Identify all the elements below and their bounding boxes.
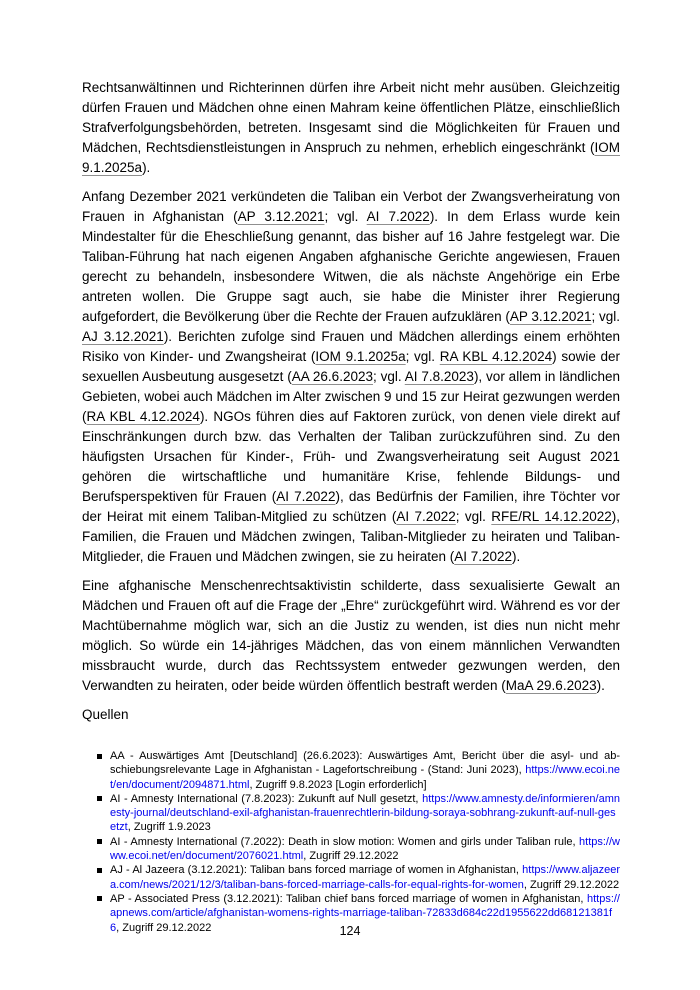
text-run: AI - Amnesty International (7.8.2023): Zukunft auf Null gesetzt, [110, 792, 423, 805]
text-run: AI - Amnesty International (7.2022): Death in slow motion: Women and girls under Taliban rule, [110, 835, 580, 848]
sources-heading: Quellen [82, 707, 129, 722]
citation-link[interactable]: AI 7.2022 [396, 509, 456, 524]
text-run: AJ - Al Jazeera (3.12.2021): Taliban bans forced marriage of women in Afghanistan, [110, 864, 523, 877]
citation-link[interactable]: AJ 3.12.2021 [82, 329, 164, 344]
source-url-link[interactable]: https://apnews.com/article/afghanistan-womens-rights-marriage-taliban-72833d684c22d1955622dd68121381f6 [110, 892, 620, 934]
text-run: ). [596, 678, 605, 693]
citation-link[interactable]: AP 3.12.2021 [237, 209, 325, 224]
body-paragraphs [82, 78, 620, 696]
text-run: , Zugriff 29.12.2022 [116, 921, 212, 934]
bullet-square-icon [97, 868, 102, 873]
text-run: ). Berichten zufolge sind Frauen und Mädchen allerdings einem erhöhten Risiko von Kinder- und Zwangsheirat ( [82, 329, 620, 364]
bullet-square-icon [97, 839, 102, 844]
source-item [97, 749, 620, 792]
citation-link[interactable]: AI 7.2022 [454, 549, 513, 564]
paragraph [82, 187, 620, 567]
bullet-square-icon [97, 896, 102, 901]
citation-link[interactable]: AI 7.2022 [366, 209, 430, 224]
text-run: AP - Associated Press (3.12.2021): Taliban chief bans forced marriage of women in Afghanistan, [110, 892, 587, 905]
text-run: ), Familien, die Frauen und Mädchen zwingen, Taliban-Mitglieder zu heiraten und Taliban-Mitglieder, die Frauen und Mädchen zwingen, sie zu heiraten ( [82, 509, 621, 564]
text-run: ; vgl. [405, 349, 440, 364]
page-content [82, 78, 620, 935]
text-run: ). In dem Erlass wurde kein Mindestalter für die Eheschließung genannt, das bisher auf 16 Jahre festgelegt war. Die Taliban-Führung hat nach eigenen Angaben afghanische Gerichte angewiesen, Frauen gerecht zu behandeln, insbesondere Witwen, die als nächste Angehörige ein Erbe antreten wollen. Die Gruppe sagt auch, sie habe die Minister ihrer Regierung aufgefordert, die Bevölkerung über die Rechte der Frauen aufzuklären ( [82, 209, 621, 324]
text-run: Rechtsanwältinnen und Richterinnen dürfen ihre Arbeit nicht mehr ausüben. Gleichzeitig dürfen Frauen und Mädchen ohne einen Mahram keine öffentlichen Plätze, einschließlich Strafverfolgungsbehörden, betreten. Insgesamt sind die Möglichkeiten für Frauen und Mädchen, Rechtsdienstleistungen in Anspruch zu nehmen, erheblich eingeschränkt ( [82, 80, 620, 155]
paragraph [82, 576, 620, 696]
page-number: 124 [339, 924, 361, 938]
text-run: , Zugriff 29.12.2022 [523, 878, 620, 891]
text-run: ). [142, 160, 151, 175]
citation-link[interactable]: AI 7.8.2023 [404, 369, 474, 384]
text-run: Anfang Dezember 2021 verkündeten die Taliban ein Verbot der Zwangsverheiratung von Frauen in Afghanistan ( [82, 189, 620, 224]
bullet-square-icon [97, 754, 102, 759]
citation-link[interactable]: RA KBL 4.12.2024 [86, 409, 200, 424]
citation-link[interactable]: MaA 29.6.2023 [505, 678, 597, 693]
source-url-link[interactable]: https://www.aljazeera.com/news/2021/12/3/taliban-bans-forced-marriage-calls-for-equal-rights-for-women [110, 864, 620, 891]
text-run: ; vgl. [591, 309, 620, 324]
bullet-square-icon [97, 796, 102, 801]
citation-link[interactable]: RFE/RL 14.12.2022 [491, 509, 612, 524]
citation-link[interactable]: AP 3.12.2021 [509, 309, 592, 324]
text-run: ) sowie der sexuellen Ausbeutung ausgesetzt ( [82, 349, 621, 384]
citation-link[interactable]: IOM 9.1.2025a [315, 349, 406, 364]
text-run: Eine afghanische Menschenrechtsaktivistin schilderte, dass sexualisierte Gewalt an Mädchen und Frauen oft auf die Frage der „Ehre“ zurückgeführt wird. Während es vor der Machtübernahme möglich war, sich an die Justiz zu wenden, ist dies nun nicht mehr möglich. So würde ein 14-jähriges Mädchen, das von einem männlichen Verwandten missbraucht wurde, durch das Rechtssystem entweder gezwungen werden, den Verwandten zu heiraten, oder beide würden öffentlich bestraft werden ( [82, 578, 620, 693]
citation-link[interactable]: AA 26.6.2023 [291, 369, 373, 384]
text-run: ; vgl. [324, 209, 367, 224]
text-run: ), das Bedürfnis der Familien, ihre Töchter vor der Heirat mit einem Taliban-Mitglied zu schützen ( [82, 489, 620, 524]
text-run: , Zugriff 1.9.2023 [127, 821, 211, 834]
text-run: ; vgl. [372, 369, 405, 384]
source-item [97, 863, 620, 892]
sources-list [97, 749, 620, 935]
text-run: ). NGOs führen dies auf Faktoren zurück, von denen viele direkt auf Einschränkungen durch bzw. das Verhalten der Taliban zurückzuführen sind. Zu den häufigsten Ursachen für Kinder-, Früh- und Zwangsverheiratung seit August 2021 gehören die wirtschaftliche und humanitäre Krise, fehlende Bildungs- und Berufsperspektiven für Frauen ( [82, 409, 621, 504]
paragraph [82, 78, 620, 178]
text-run: , Zugriff 29.12.2022 [303, 850, 399, 863]
citation-link[interactable]: AI 7.2022 [276, 489, 336, 504]
source-item [97, 792, 620, 835]
text-run: AA - Auswärtiges Amt [Deutschland] (26.6.2023): Auswärtiges Amt, Bericht über die asyl- und abschiebungsrelevante Lage in Afghanistan - Lagefortschreibung - (Stand: Juni 2023), [110, 750, 620, 777]
text-run: ), vor allem in ländlichen Gebieten, wobei auch Mädchen im Alter zwischen 9 und 15 zur Heirat gezwungen werden ( [82, 369, 620, 424]
text-run: ; vgl. [455, 509, 492, 524]
citation-link[interactable]: IOM 9.1.2025a [82, 140, 620, 175]
citation-link[interactable]: RA KBL 4.12.2024 [439, 349, 553, 364]
source-item [97, 835, 620, 864]
text-run: , Zugriff 9.8.2023 [Login erforderlich] [249, 778, 427, 791]
source-url-link[interactable]: https://www.ecoi.net/en/document/2094871.html [110, 764, 620, 791]
source-url-link[interactable]: https://www.amnesty.de/informieren/amnesty-journal/deutschland-exil-afghanistan-frauenrechtlerin-bildung-soraya-sobhrang-zukunft-auf-null-gesetzt [110, 792, 620, 834]
source-url-link[interactable]: https://www.ecoi.net/en/document/2076021.html [110, 835, 620, 863]
text-run: ). [512, 549, 521, 564]
